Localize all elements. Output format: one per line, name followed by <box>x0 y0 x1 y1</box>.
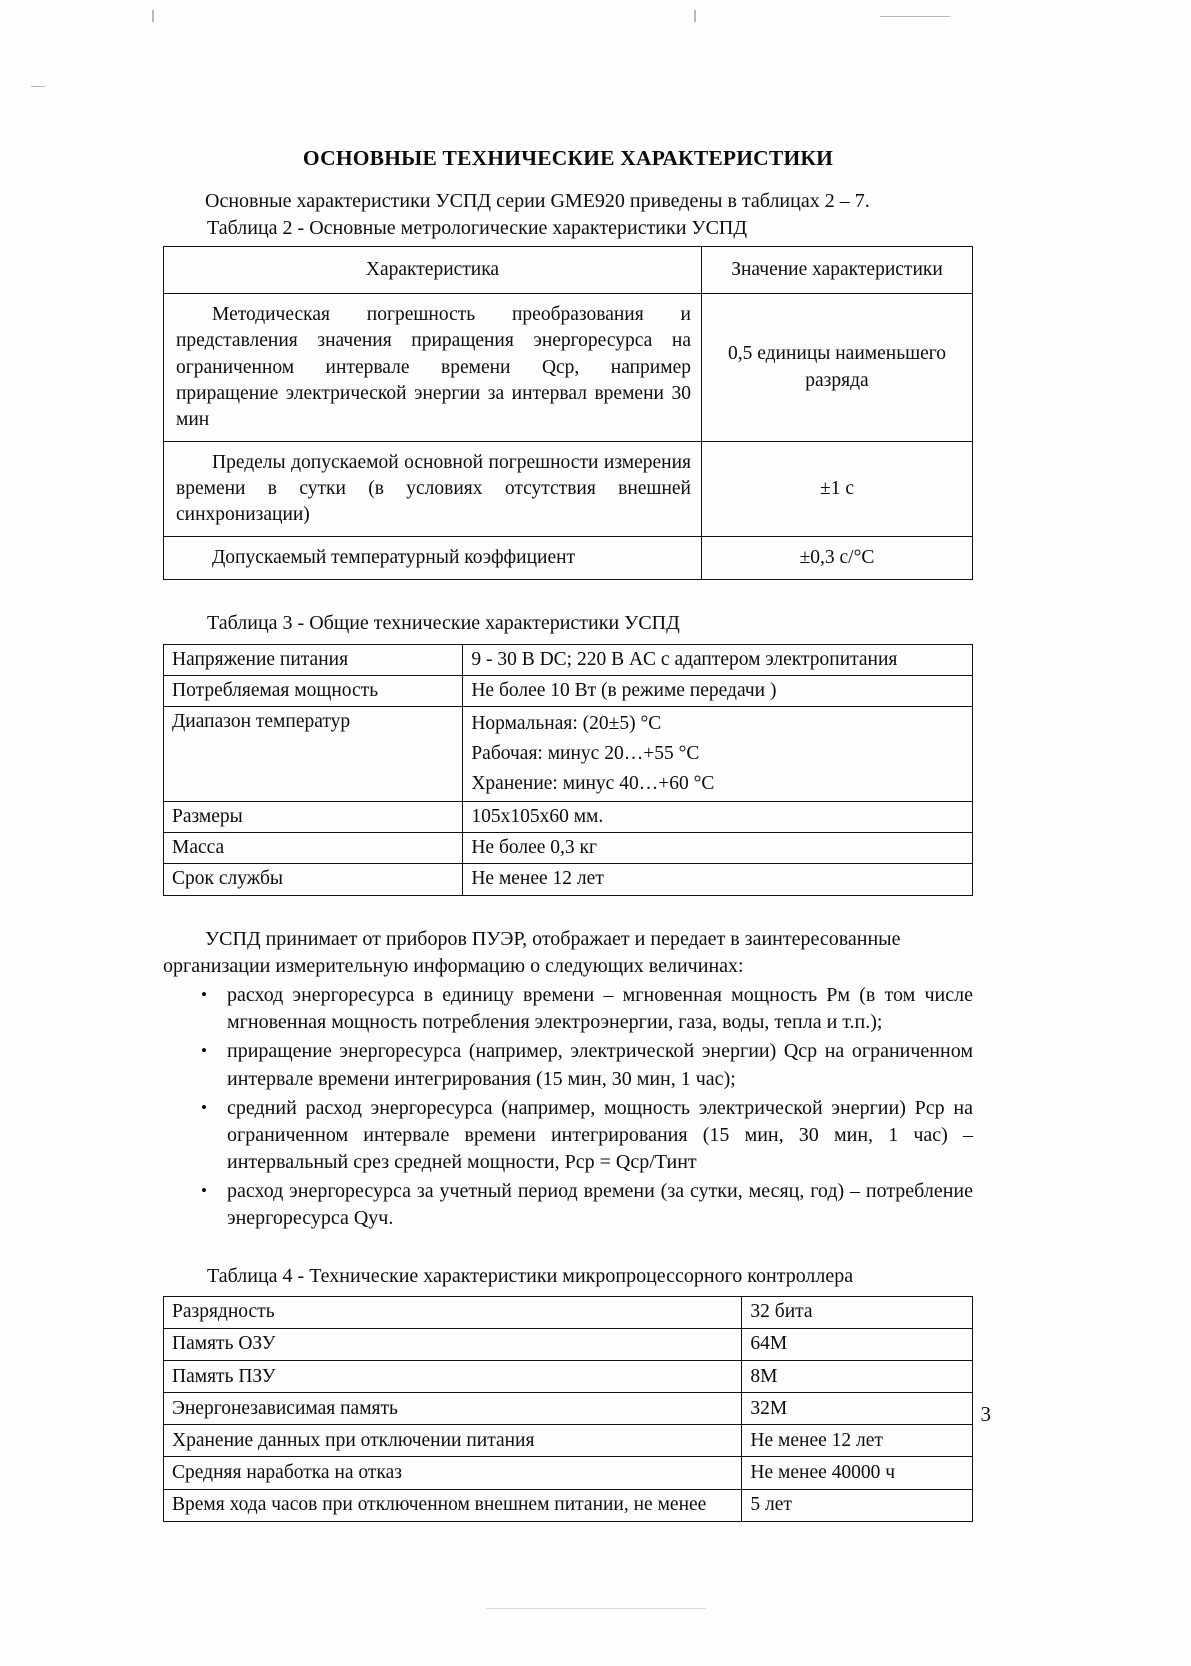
bullet-icon: • <box>201 1181 207 1201</box>
intro-paragraph: Основные характеристики УСПД серии GME920 приведены в таблицах 2 – 7. <box>205 189 870 212</box>
temperature-storage: Хранение: минус 40…+60 °С <box>471 773 715 795</box>
table2-cell-characteristic: Методическая погрешность преобразования и представления значения приращения энергоресурса на ограниченном интервале времени Qср, например приращение электрической энергии за интервал времени 30 мин <box>164 294 702 442</box>
table-row <box>164 802 973 833</box>
table4-cell-name: Память ОЗУ <box>164 1328 742 1360</box>
list-item-text: приращение энергоресурса (например, электрической энергии) Qср на ограниченном интервале времени интегрирования (15 мин, 30 мин, 1 час); <box>227 1040 973 1090</box>
measured-values-list <box>163 982 973 1233</box>
table4-cell-name: Разрядность <box>164 1296 742 1328</box>
table4-cell-name: Время хода часов при отключенном внешнем питании, не менее <box>164 1489 742 1521</box>
spacer <box>163 580 973 610</box>
table4-cell-value: Не менее 12 лет <box>742 1425 973 1457</box>
table4-cell-name: Средняя наработка на отказ <box>164 1457 742 1489</box>
bullet-icon: • <box>201 1097 207 1117</box>
list-item <box>163 1178 973 1232</box>
spacer <box>163 896 973 926</box>
table4-cell-name: Энергонезависимая память <box>164 1393 742 1425</box>
table-row <box>164 864 973 895</box>
table-row <box>164 1328 973 1360</box>
page-number: 3 <box>980 1402 991 1426</box>
table4-cell-name: Память ПЗУ <box>164 1361 742 1393</box>
scan-artifact-top-middle <box>694 10 696 22</box>
list-item-text: расход энергоресурса за учетный период времени (за сутки, месяц, год) – потребление энергоресурса Qуч. <box>227 1180 973 1230</box>
table3-cell-value: Не менее 12 лет <box>463 864 973 895</box>
table-microcontroller-characteristics <box>163 1296 973 1522</box>
list-item <box>163 982 973 1036</box>
table-row <box>164 1361 973 1393</box>
table3-cell-value: 105х105х60 мм. <box>463 802 973 833</box>
table4-cell-value: 8М <box>742 1361 973 1393</box>
table3-caption: Таблица 3 - Общие технические характеристики УСПД <box>207 612 680 635</box>
spacer <box>163 1233 973 1263</box>
table2-cell-value: ±0,3 с/°С <box>701 537 972 580</box>
table3-cell-name: Размеры <box>164 802 463 833</box>
table2-cell-value: ±1 с <box>701 441 972 536</box>
list-item <box>163 1095 973 1177</box>
list-item <box>163 1038 973 1092</box>
table4-cell-value: Не менее 40000 ч <box>742 1457 973 1489</box>
temperature-normal: Нормальная: (20±5) °С <box>471 712 662 734</box>
table3-cell-name: Диапазон температур <box>164 706 463 801</box>
bullet-icon: • <box>201 1041 207 1061</box>
table4-caption: Таблица 4 - Технические характеристики микропроцессорного контроллера <box>207 1264 854 1287</box>
table-row <box>164 441 973 536</box>
table2-cell-characteristic: Пределы допускаемой основной погрешности измерения времени в сутки (в условиях отсутствия внешней синхронизации) <box>164 441 702 536</box>
table-row <box>164 294 973 442</box>
table-row <box>164 1393 973 1425</box>
table-header-row <box>164 247 973 294</box>
table4-cell-name: Хранение данных при отключении питания <box>164 1425 742 1457</box>
table4-cell-value: 32М <box>742 1393 973 1425</box>
table2-caption: Таблица 2 - Основные метрологические характеристики УСПД <box>207 216 748 239</box>
table4-cell-value: 32 бита <box>742 1296 973 1328</box>
table-row <box>164 833 973 864</box>
table3-cell-name: Потребляемая мощность <box>164 675 463 706</box>
table3-cell-name: Срок службы <box>164 864 463 895</box>
table2-header-value: Значение характеристики <box>701 247 972 294</box>
table4-cell-value: 64М <box>742 1328 973 1360</box>
table2-cell-characteristic: Допускаемый температурный коэффициент <box>164 537 702 580</box>
page-title: ОСНОВНЫЕ ТЕХНИЧЕСКИЕ ХАРАКТЕРИСТИКИ <box>302 146 834 170</box>
table-row <box>164 1489 973 1521</box>
temperature-working: Рабочая: минус 20…+55 °С <box>471 742 700 764</box>
table-row <box>164 537 973 580</box>
table2-header-characteristic: Характеристика <box>164 247 702 294</box>
scan-artifact-left <box>31 86 45 87</box>
table3-cell-value: 9 - 30 В DC; 220 В AC с адаптером электропитания <box>463 644 973 675</box>
table-metrological-characteristics <box>163 246 973 580</box>
list-item-text: средний расход энергоресурса (например, мощность электрической энергии) Рср на ограниченном интервале времени интегрирования (15 мин, 30 мин, 1 час) – интервальный срез средней мощности, Рср = Qср/Тинт <box>227 1096 973 1174</box>
table-row <box>164 706 973 801</box>
scan-artifact-top-left <box>152 10 154 22</box>
list-item-text: расход энергоресурса в единицу времени – мгновенная мощность Рм (в том числе мгновенная мощность потребления электроэнергии, газа, воды, тепла и т.п.); <box>227 983 973 1034</box>
table-row <box>164 1296 973 1328</box>
table2-cell-value: 0,5 единицы наименьшего разряда <box>701 294 972 442</box>
table3-cell-name: Масса <box>164 833 463 864</box>
document-content <box>163 146 973 1522</box>
bullet-icon: • <box>201 984 207 1004</box>
table-row <box>164 1457 973 1489</box>
table3-cell-value-multiline <box>463 706 973 801</box>
table-row <box>164 1425 973 1457</box>
table-row <box>164 675 973 706</box>
table-row <box>164 644 973 675</box>
table3-cell-value: Не более 0,3 кг <box>463 833 973 864</box>
table3-cell-name: Напряжение питания <box>164 644 463 675</box>
scan-artifact-bottom <box>486 1608 706 1609</box>
scan-artifact-top-right <box>880 16 950 17</box>
table-general-characteristics <box>163 644 973 896</box>
table3-cell-value: Не более 10 Вт (в режиме передачи ) <box>463 675 973 706</box>
table4-cell-value: 5 лет <box>742 1489 973 1521</box>
body-paragraph: УСПД принимает от приборов ПУЭР, отображает и передает в заинтересованные организации измерительную информацию о следующих величинах: <box>163 927 901 977</box>
